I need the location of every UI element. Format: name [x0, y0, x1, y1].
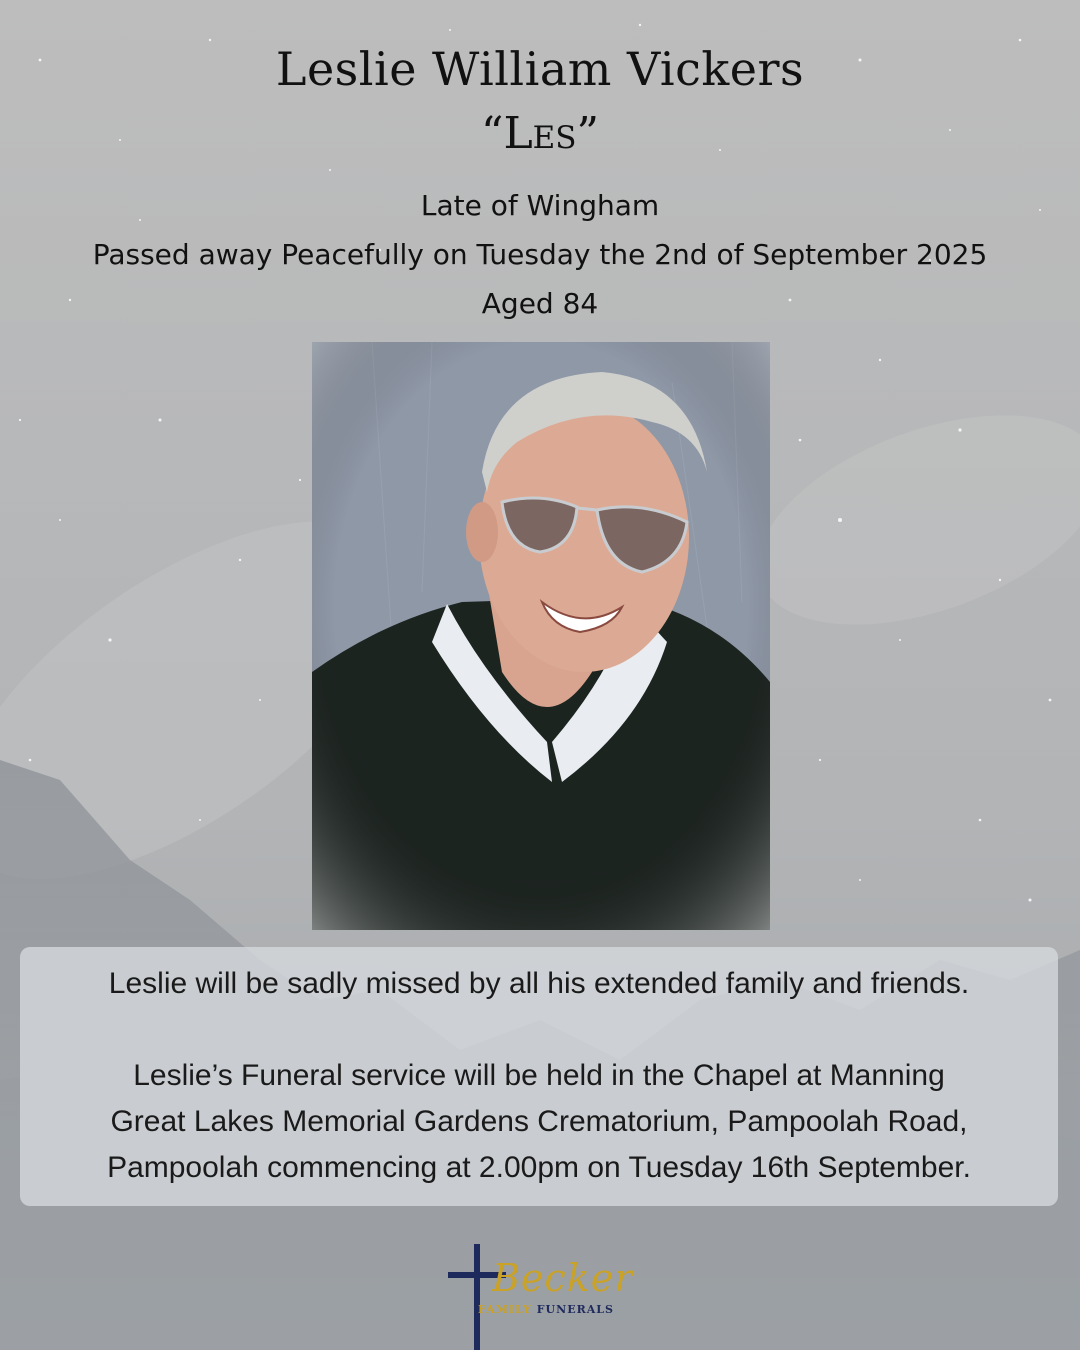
portrait-photo: [312, 342, 770, 930]
logo-wordmark: Becker: [492, 1256, 634, 1300]
logo-subtitle-family: FAMILY: [478, 1303, 537, 1316]
residence-text: Late of Wingham: [420, 189, 660, 222]
message-panel: [20, 947, 1058, 1206]
service-line: Great Lakes Memorial Gardens Crematorium, Pampoolah Road,: [110, 1105, 968, 1138]
logo-subtitle-funerals: FUNERALS: [536, 1303, 614, 1316]
missed-message: Leslie will be sadly missed by all his extended family and friends.: [108, 967, 970, 1000]
service-line: Leslie’s Funeral service will be held in the Chapel at Manning: [133, 1059, 945, 1092]
logo-subtitle: [478, 1303, 614, 1316]
deceased-nickname: “Les”: [480, 108, 600, 159]
age-text: Aged 84: [481, 287, 599, 320]
deceased-name: Leslie William Vickers: [275, 42, 805, 96]
passing-text: Passed away Peacefully on Tuesday the 2nd of September 2025: [92, 238, 988, 271]
service-line: Pampoolah commencing at 2.00pm on Tuesday 16th September.: [107, 1151, 971, 1184]
service-details: [20, 1053, 1058, 1191]
